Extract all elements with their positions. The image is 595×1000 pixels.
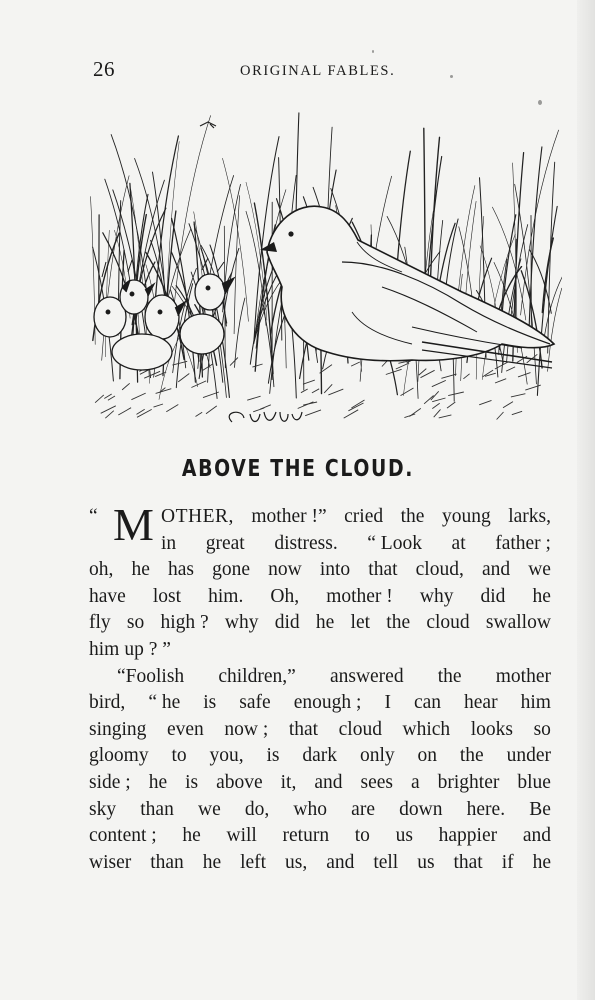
word: he	[148, 771, 168, 793]
ground-stroke	[137, 409, 152, 417]
ground-stroke	[432, 398, 445, 402]
ground-stroke	[301, 389, 308, 393]
word: mother !”	[251, 506, 327, 527]
ground-stroke	[252, 364, 262, 367]
word: fly	[89, 612, 111, 634]
word: children,”	[218, 665, 296, 687]
word: the	[437, 665, 462, 687]
ground-stroke	[118, 408, 131, 415]
ground-stroke	[503, 402, 513, 408]
word: and	[522, 825, 551, 847]
word: he	[532, 585, 551, 607]
word: he	[315, 612, 335, 634]
page-number: 26	[93, 57, 115, 81]
word: bird,	[89, 692, 126, 714]
word: to	[171, 745, 187, 767]
word: the	[400, 506, 425, 527]
grass-blade	[105, 230, 109, 356]
text-line	[89, 610, 551, 637]
chapter-title: ABOVE THE CLOUD.	[181, 456, 415, 482]
ground-stroke	[432, 380, 446, 386]
ground-stroke	[108, 396, 115, 400]
word: you,	[209, 745, 244, 767]
text-line	[89, 557, 551, 584]
word: is	[203, 692, 217, 714]
word: the	[386, 612, 411, 634]
word: singing	[89, 718, 147, 740]
ground-stroke	[434, 409, 441, 417]
word: have	[89, 585, 126, 607]
word: “Foolish	[117, 665, 185, 687]
word: oh,	[89, 559, 114, 581]
word: above	[216, 771, 263, 793]
word: that	[368, 559, 398, 581]
ground-stroke	[303, 402, 317, 405]
word: side ;	[89, 771, 131, 793]
ground-stroke	[328, 389, 343, 395]
paper-speck	[538, 100, 542, 105]
word: “ Look	[367, 532, 422, 554]
opening-quote: “	[89, 506, 98, 527]
word: him.	[208, 585, 244, 607]
word: under	[506, 745, 551, 767]
word: than	[140, 798, 174, 820]
word: dark	[302, 745, 338, 767]
drop-cap: M	[113, 499, 154, 550]
ground-stroke	[511, 394, 526, 397]
word: sees	[360, 771, 393, 793]
word: us	[417, 851, 435, 873]
text-line	[89, 823, 551, 850]
word: blue	[517, 771, 551, 793]
ground-stroke	[324, 384, 332, 393]
word: mother	[495, 665, 551, 687]
word: cried	[344, 506, 384, 527]
ground-stroke	[104, 394, 111, 399]
ground-stroke	[131, 393, 145, 400]
grass-blade	[235, 298, 245, 367]
word: tell	[373, 851, 399, 873]
word: happier	[438, 825, 498, 847]
word: lost	[152, 585, 182, 607]
word: will	[226, 825, 257, 847]
ground-stroke	[447, 402, 455, 408]
text-line	[89, 743, 551, 770]
word: looks	[470, 718, 513, 740]
word: up ? ”	[124, 638, 171, 660]
paper-speck	[372, 50, 374, 53]
word: that	[453, 851, 483, 873]
word: and	[326, 851, 355, 873]
word: has	[168, 559, 194, 581]
text-line	[89, 584, 551, 611]
word: him	[89, 638, 120, 660]
word: the	[459, 745, 484, 767]
word: left	[240, 851, 267, 873]
text-line	[89, 690, 551, 717]
word: why	[224, 612, 259, 634]
word: cloud,	[415, 559, 464, 581]
word: Be	[529, 798, 551, 820]
text-line	[89, 637, 551, 664]
word: into	[319, 559, 351, 581]
body-text	[89, 499, 551, 876]
text-line	[89, 850, 551, 877]
ground-stroke	[432, 403, 439, 408]
ground-stroke	[419, 369, 427, 376]
word: so	[126, 612, 145, 634]
ground-stroke	[424, 396, 434, 404]
word: so	[533, 718, 551, 740]
word: hear	[464, 692, 498, 714]
word: OTHER,	[161, 506, 234, 527]
word: he	[202, 851, 222, 873]
ground-stroke	[506, 367, 515, 371]
word: content ;	[89, 825, 157, 847]
ground-stroke	[351, 362, 360, 366]
word: we	[197, 798, 221, 820]
word: cloud	[338, 718, 382, 740]
ground-stroke	[463, 374, 469, 379]
word: us	[395, 825, 413, 847]
word: “ he	[148, 692, 181, 714]
ground-stroke	[344, 410, 359, 418]
word: Oh,	[270, 585, 300, 607]
ground-stroke	[206, 406, 217, 414]
ground-stroke	[122, 383, 130, 390]
ground-stroke	[479, 400, 491, 404]
word: wiser	[89, 851, 132, 873]
grass-blade	[548, 288, 562, 371]
word: if	[501, 851, 514, 873]
word: sky	[89, 798, 117, 820]
word: that	[288, 718, 319, 740]
word: here.	[466, 798, 506, 820]
page-edge	[577, 0, 595, 1000]
ground-stroke	[154, 404, 164, 407]
word: do,	[244, 798, 270, 820]
word: gloomy	[89, 745, 149, 767]
illustrator-signature	[229, 412, 302, 422]
word: young	[441, 506, 491, 527]
word: swallow	[485, 612, 551, 634]
word: high ?	[160, 612, 209, 634]
word: gone	[212, 559, 251, 581]
word: which	[402, 718, 451, 740]
ground-stroke	[305, 410, 321, 416]
ground-stroke	[518, 373, 531, 377]
text-line	[89, 664, 551, 691]
ground-stroke	[230, 358, 238, 366]
word: did	[480, 585, 506, 607]
word: us,	[285, 851, 308, 873]
ground-stroke	[298, 402, 314, 409]
ground-stroke	[512, 411, 522, 414]
mother-lark	[260, 206, 554, 368]
word: distress.	[274, 532, 338, 554]
word: he	[182, 825, 201, 847]
ground-stroke	[202, 364, 213, 371]
word: I	[384, 692, 391, 714]
word: he	[532, 851, 551, 873]
ground-stroke	[105, 411, 114, 419]
paper-speck	[450, 75, 453, 78]
ground-stroke	[303, 380, 315, 384]
word: at	[451, 532, 466, 554]
word: let	[350, 612, 371, 634]
word: in	[161, 532, 177, 554]
ground-stroke	[144, 371, 160, 378]
ground-stroke	[497, 412, 504, 420]
word: only	[359, 745, 395, 767]
word: a	[410, 771, 420, 793]
word: him	[520, 692, 551, 714]
ground-stroke	[441, 374, 456, 378]
ground-stroke	[312, 389, 319, 393]
lark-illustration	[82, 112, 562, 442]
text-line	[89, 717, 551, 744]
ground-stroke	[404, 414, 415, 418]
running-head: ORIGINAL FABLES.	[240, 63, 396, 79]
ground-stroke	[253, 408, 264, 412]
ground-stroke	[401, 388, 414, 396]
word: father ;	[495, 532, 551, 554]
word: mother !	[326, 585, 393, 607]
word: are	[351, 798, 375, 820]
word: on	[417, 745, 437, 767]
word: did	[274, 612, 300, 634]
word: it,	[280, 771, 297, 793]
ground-stroke	[431, 391, 439, 400]
text-line	[89, 797, 551, 824]
ground-stroke	[95, 395, 104, 403]
word: now	[268, 559, 302, 581]
word: than	[150, 851, 184, 873]
ground-stroke	[191, 381, 206, 388]
ground-stroke	[448, 392, 464, 396]
word: great	[205, 532, 245, 554]
ground-stroke	[439, 415, 452, 418]
word: why	[419, 585, 454, 607]
ground-stroke	[495, 379, 506, 383]
ground-stroke	[196, 412, 203, 416]
grass-blade	[234, 196, 240, 334]
word: enough ;	[293, 692, 362, 714]
word: is	[185, 771, 199, 793]
word: return	[282, 825, 330, 847]
word: we	[528, 559, 551, 581]
ground-stroke	[247, 396, 260, 400]
ground-stroke	[166, 405, 178, 412]
word: brighter	[437, 771, 500, 793]
word: and	[481, 559, 511, 581]
word: down	[399, 798, 443, 820]
word: to	[354, 825, 370, 847]
word: can	[413, 692, 442, 714]
word: now ;	[224, 718, 269, 740]
ground-stroke	[178, 374, 189, 382]
grass-blade	[492, 207, 525, 320]
word: and	[314, 771, 343, 793]
word: even	[167, 718, 204, 740]
word: who	[293, 798, 328, 820]
ground-stroke	[101, 406, 116, 414]
text-line	[89, 770, 551, 797]
text-line	[89, 531, 551, 558]
word: safe	[239, 692, 271, 714]
word: cloud	[426, 612, 470, 634]
word: he	[131, 559, 150, 581]
word: larks,	[508, 506, 551, 527]
ground-stroke	[525, 385, 541, 390]
ground-stroke	[348, 403, 363, 411]
word: is	[266, 745, 280, 767]
word: answered	[329, 665, 404, 687]
